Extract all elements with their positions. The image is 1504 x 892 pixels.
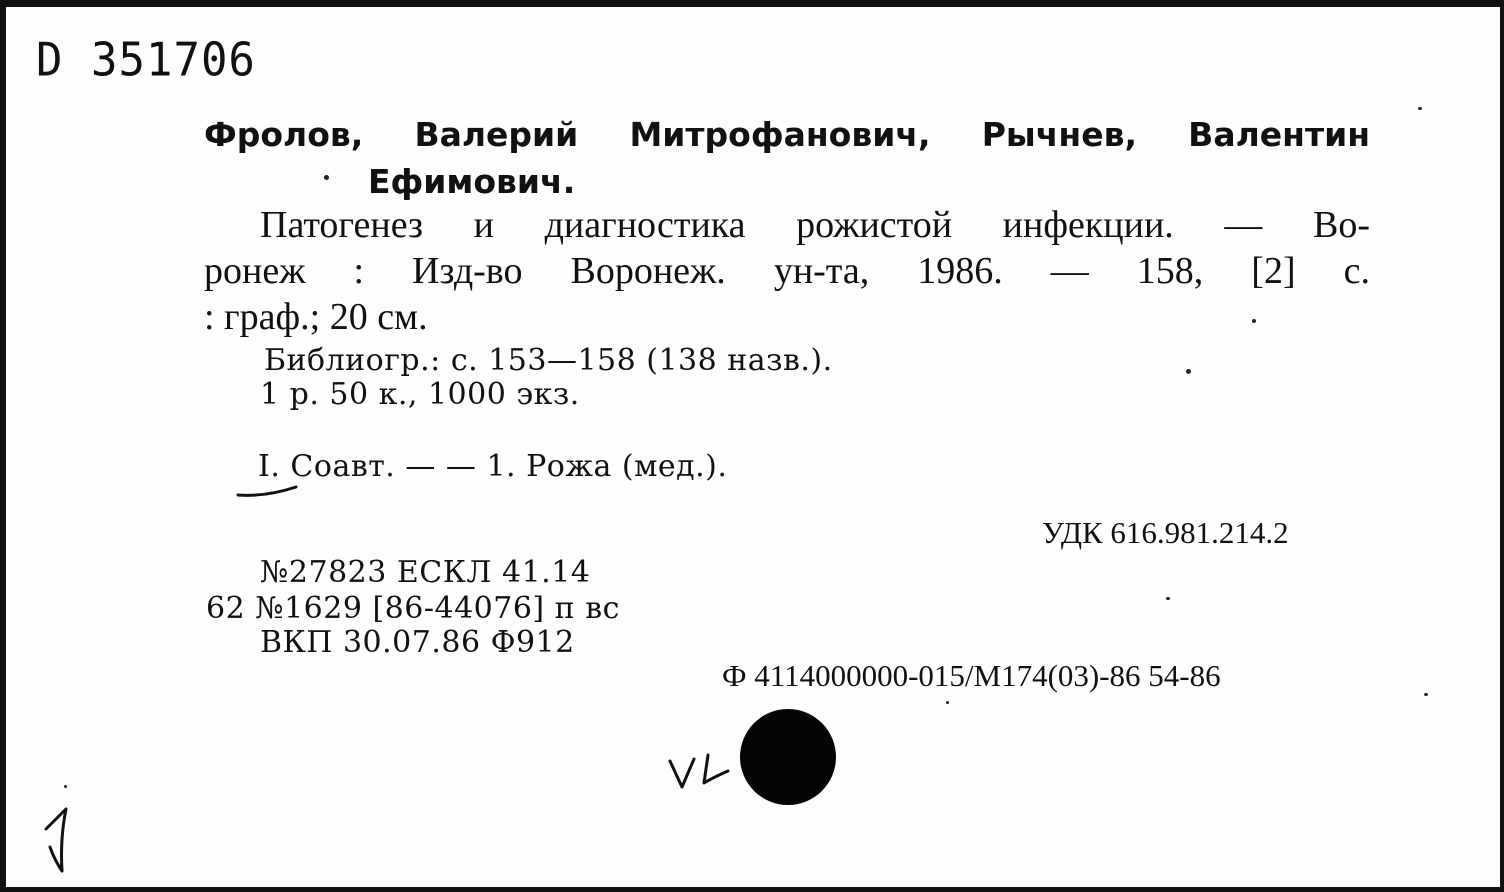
publisher-code: Ф 4114000000-015/М174(03)-86 54-86 [722, 658, 1221, 693]
bibliography-note: Библиогр.: с. 153—158 (138 назв.). [264, 343, 833, 378]
title-line-1: Патогенез и диагностика рожистой инфекции. — Во- [260, 204, 1370, 246]
speck-8 [324, 175, 329, 180]
speck-2 [1186, 369, 1191, 374]
handwritten-underline-mark [236, 477, 306, 499]
tracing-note: I. Соавт. — — 1. Рожа (мед.). [258, 449, 728, 484]
speck-5 [1418, 107, 1422, 110]
catalog-line-3: ВКП 30.07.86 Ф912 [260, 625, 575, 660]
speck-6 [1424, 693, 1428, 696]
author-line-2: Ефимович. [368, 162, 576, 201]
speck-3 [1166, 597, 1170, 600]
price-note: 1 р. 50 к., 1000 экз. [260, 377, 580, 412]
title-line-2: ронеж : Изд-во Воронеж. ун-та, 1986. — 158, [2] с. [204, 250, 1370, 292]
catalog-line-1: №27823 ЕСКЛ 41.14 [260, 555, 591, 590]
udk-code: УДК 616.981.214.2 [1042, 515, 1289, 550]
punch-hole-dot [738, 707, 838, 807]
speck-7 [64, 785, 67, 788]
speck-1 [1252, 319, 1256, 323]
speck-4 [946, 701, 949, 704]
handwritten-one-mark [36, 799, 96, 879]
catalog-line-2: 62 №1629 [86-44076] п вс [206, 591, 620, 626]
call-number: D 351706 [36, 33, 256, 88]
author-line-1: Фролов, Валерий Митрофанович, Рычнев, Валентин [204, 115, 1370, 154]
title-line-3: : граф.; 20 см. [204, 296, 428, 338]
handwritten-check-mark [664, 747, 744, 797]
